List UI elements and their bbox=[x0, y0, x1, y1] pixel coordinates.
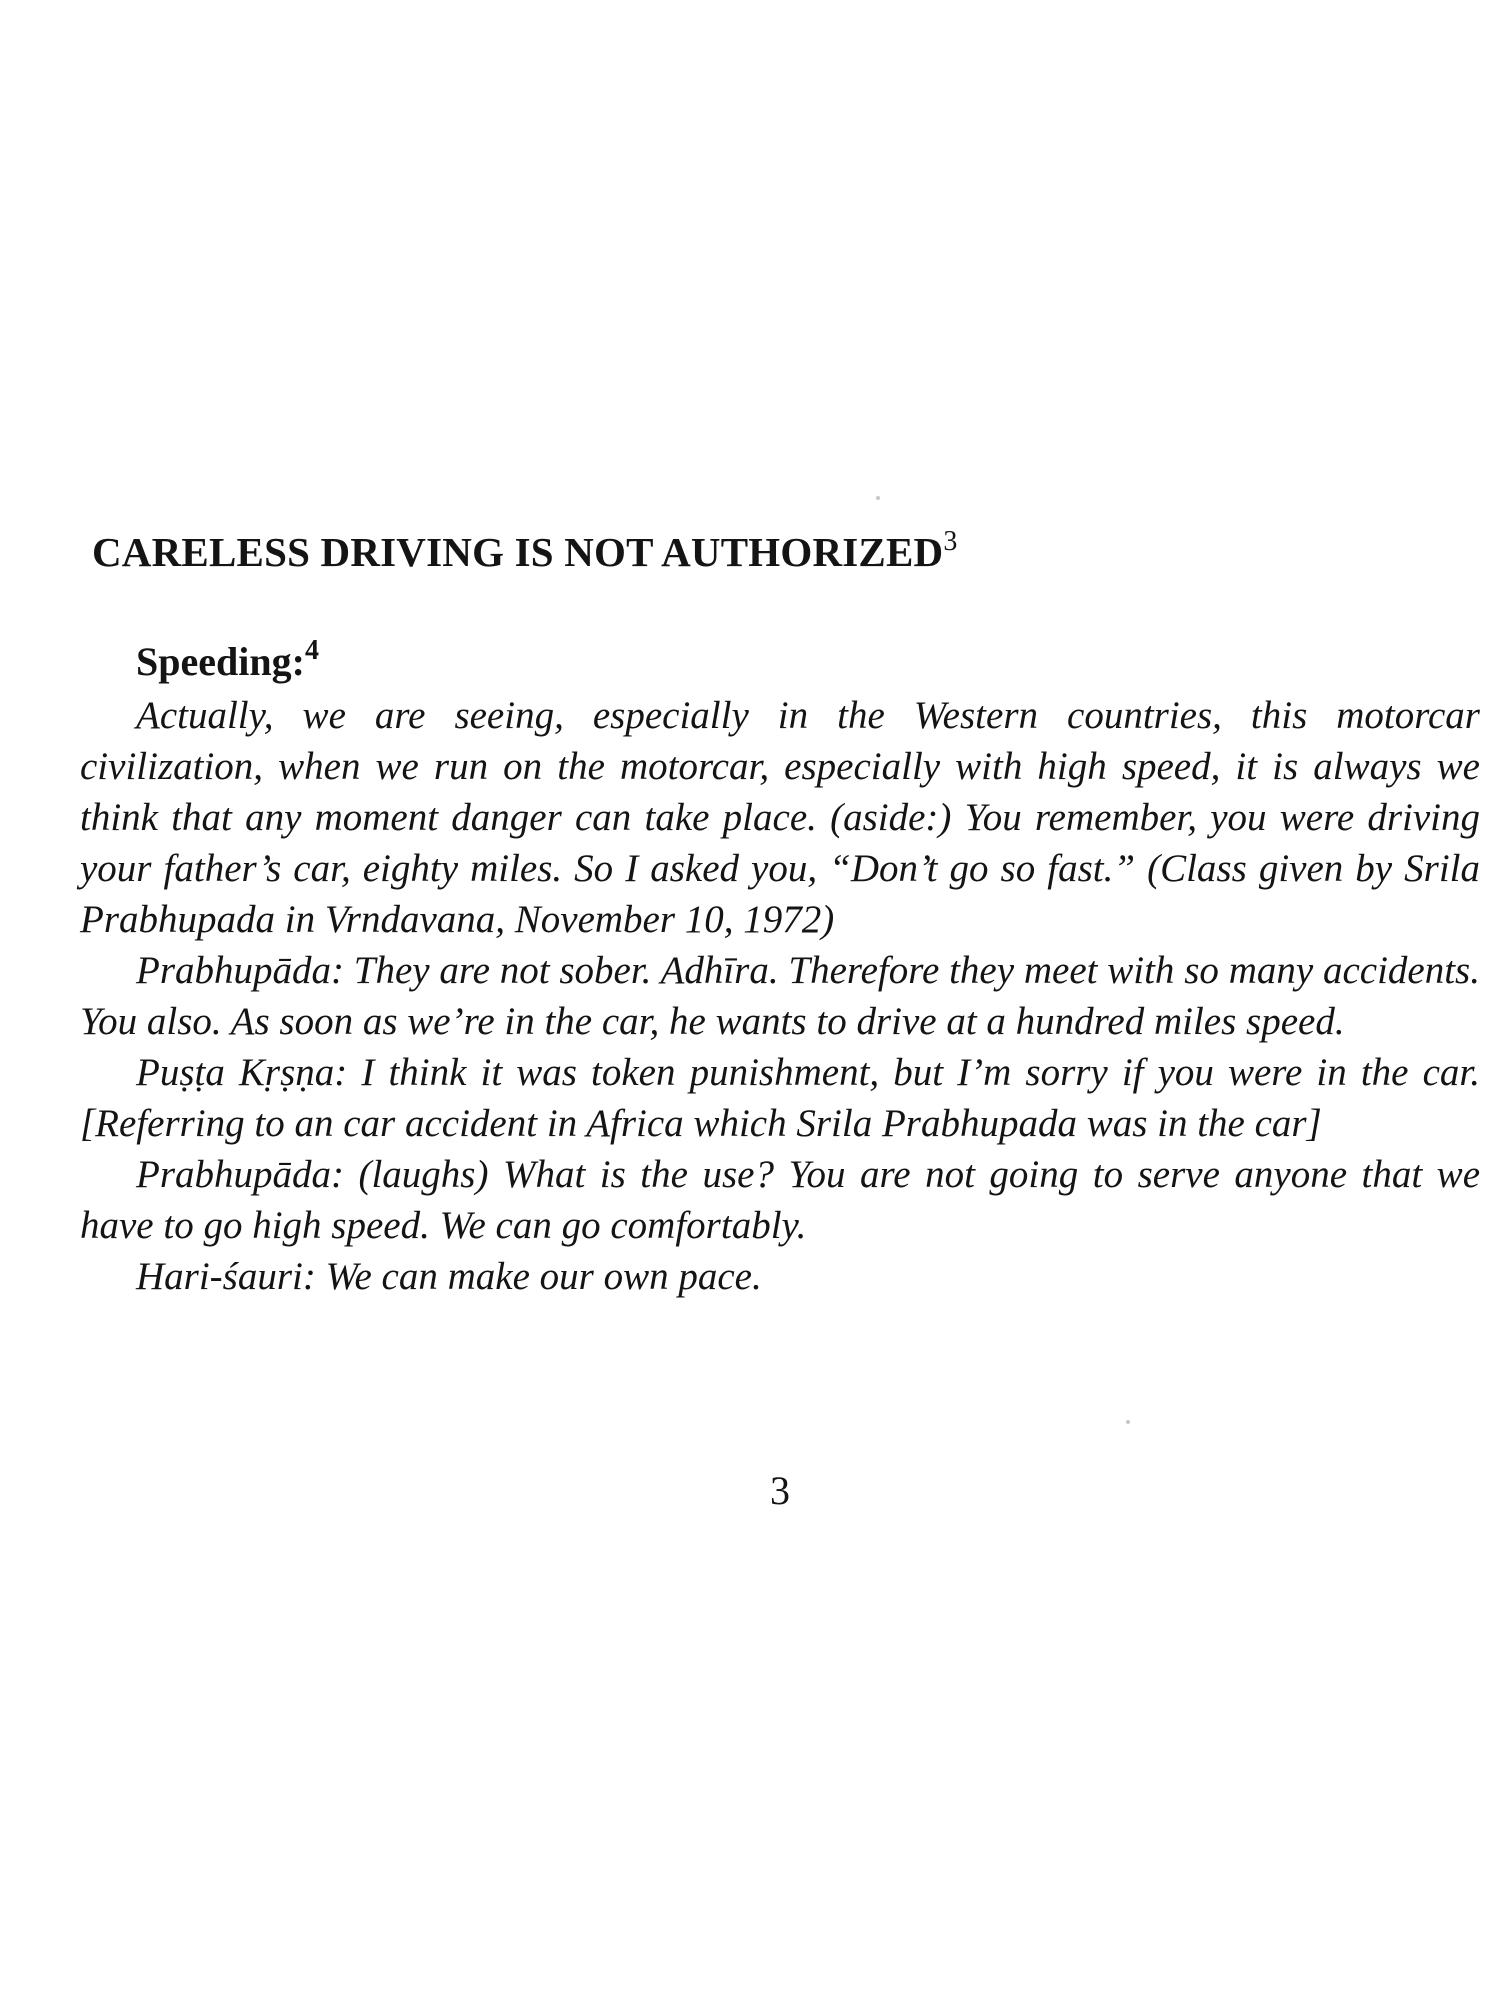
subheading-text: Speeding: bbox=[136, 639, 305, 684]
paragraph-pusta-krsna: Puṣṭa Kṛṣṇa: I think it was token punishment, but I’m sorry if you were in the car. [Referring to an car accident in Africa which Srila Prabhupada was in the car] bbox=[80, 1051, 1480, 1145]
paragraph-class-quote: Actually, we are seeing, especially in the Western countries, this motorcar civilization, when we run on the motorcar, especially with high speed, it is always we think that any moment danger can take place. (aside:) You remember, you were driving your father’s car, eighty miles. So I asked you, “Don’t go so fast.” (Class given by Srila Prabhupada in Vrndavana, November 10, 1972) bbox=[80, 694, 1480, 941]
page-number: 3 bbox=[770, 1468, 790, 1513]
subheading-speeding bbox=[136, 635, 319, 685]
section-heading-text: CARELESS DRIVING IS NOT AUTHORIZED bbox=[92, 529, 944, 575]
body-text bbox=[80, 690, 1480, 1302]
paragraph-prabhupada-2: Prabhupāda: (laughs) What is the use? You are not going to serve anyone that we have to go high speed. We can go comfortably. bbox=[80, 1153, 1480, 1247]
scan-speck bbox=[1126, 1420, 1130, 1424]
subheading-footnote-marker: 4 bbox=[304, 635, 319, 666]
paragraph-prabhupada-1: Prabhupāda: They are not sober. Adhīra. Therefore they meet with so many accidents. You also. As soon as we’re in the car, he wants to drive at a hundred miles speed. bbox=[80, 949, 1480, 1043]
paragraph-hari-sauri: Hari-śauri: We can make our own pace. bbox=[136, 1255, 762, 1298]
scan-speck bbox=[876, 496, 880, 500]
heading-footnote-marker: 3 bbox=[943, 526, 958, 557]
section-heading bbox=[92, 528, 958, 576]
